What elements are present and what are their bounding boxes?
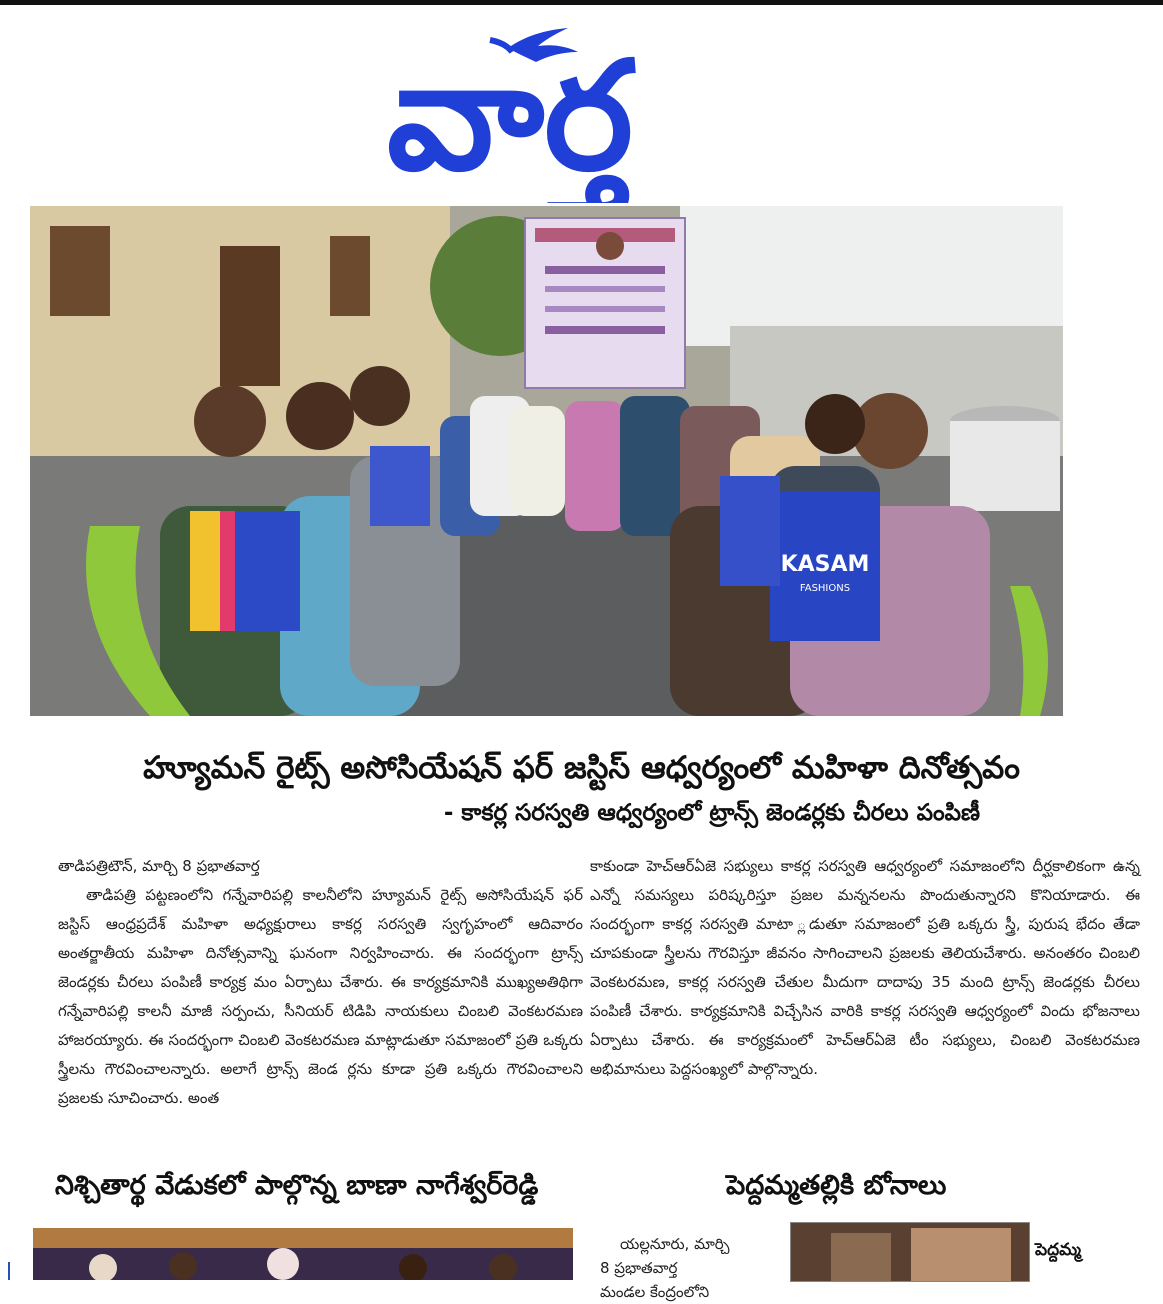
story3-photo xyxy=(790,1222,1030,1282)
article-column-right xyxy=(590,852,1140,1084)
story3-text xyxy=(600,1232,800,1304)
bag-brand: KASAM xyxy=(780,552,870,577)
dateline: తాడిపత్రిటౌన్, మార్చి 8 ప్రభాతవార్త xyxy=(58,857,260,875)
logo-text: వార్త xyxy=(386,30,634,203)
top-rule xyxy=(0,0,1163,5)
main-subheadline: - కాకర్ల సరస్వతి ఆధ్వర్యంలో ట్రాన్స్ జెండర్లకు చీరలు పంపిణీ xyxy=(443,800,980,826)
article-paragraph-left: తాడిపత్రి పట్టణంలోని గన్నేవారిపల్లి కాలనీలోని హ్యూమన్ రైట్స్ అసోసియేషన్ ఫర్ జస్టిస్ ఆంధ్రప్రదేశ్ మహిళా అధ్యక్షురాలు కాకర్ల సరస్వతి స్వగృహంలో ఆదివారం అంతర్జాతీయ మహిళా దినోత్సవాన్ని ఘనంగా నిర్వహించారు. ఈ సందర్భంగా ట్రాన్స్ జెండర్లకు చీరలు పంపిణీ కార్యక్ర మం ఏర్పాటు చేశారు. ఈ కార్యక్రమానికి ముఖ్యఅతిథిగా గన్నేవారిపల్లి కాలనీ మాజీ సర్పంచు, సీనియర్ టిడిపి నాయకులు చింబలి వెంకటరమణ హాజరయ్యారు. ఈ సందర్భంగా చింబలి వెంకటరమణ మాట్లాడుతూ సమాజంలో ప్రతి ఒక్కరు స్త్రీలను గౌరవించాలన్నారు. అలాగే ట్రాన్స్ జెండ ర్లను కూడా ప్రతి ఒక్కరు గౌరవించాలని ప్రజలకు సూచించారు. అంత xyxy=(58,886,583,1107)
main-photo xyxy=(30,206,1063,716)
story3-headline: పెద్దమ్మతల్లికి బోనాలు xyxy=(726,1170,947,1201)
story3-photo-caption: పెద్దమ్మ xyxy=(1035,1240,1082,1260)
article-column-left xyxy=(58,852,583,1113)
story3-line3: మండల కేంద్రంలోని xyxy=(600,1283,710,1301)
story3-line2: 8 ప్రభాతవార్త xyxy=(600,1259,678,1277)
story3-line1: యల్లనూరు, మార్చి xyxy=(620,1235,730,1253)
margin-mark xyxy=(8,1262,10,1280)
masthead-logo xyxy=(340,18,680,203)
main-headline: హ్యూమన్ రైట్స్ అసోసియేషన్ ఫర్ జస్టిస్ ఆధ్వర్యంలో మహిళా దినోత్సవం xyxy=(143,750,1020,786)
story2-photo xyxy=(33,1228,573,1280)
story2-headline: నిశ్చితార్థ వేడుకలో పాల్గొన్న బాణా నాగేశ్వర్‌రెడ్డి xyxy=(55,1170,539,1201)
bag-sub: FASHIONS xyxy=(799,583,851,594)
article-paragraph-right: కాకుండా హెచ్ఆర్ఏజె సభ్యులు కాకర్ల సరస్వతి ఆధ్వర్యంలో సమాజంలోని దీర్ఘకాలికంగా ఉన్న ఎన్నో సమస్యలు పరిష్కరిస్తూ ప్రజల మన్ననలను పొందుతున్నారని కొనియాడారు. ఈ సందర్భంగా కాకర్ల సరస్వతి మాటా ్లడుతూ సమాజంలో ప్రతి ఒక్కరు స్త్రీ, పురుష భేదం తేడా చూపకుండా స్త్రీలను గౌరవిస్తూ జీవనం సాగించాలని ప్రజలకు తెలియచేశారు. అనంతరం చింబలి వెంకటరమణ, కాకర్ల సరస్వతి చేతుల మీదుగా దాదాపు 35 మంది ట్రాన్స్ జెండర్లకు చీరలు పంపిణీ చేశారు. కార్యక్రమానికి విచ్చేసిన వారికి కాకర్ల సరస్వతి ఆధ్వర్యంలో విందు భోజనాలు ఏర్పాటు చేశారు. ఈ కార్యక్రమంలో హెచ్ఆర్ఏజె టీం సభ్యులు, చింబలి వెంకటరమణ అభిమానులు పెద్దసంఖ్యలో పాల్గొన్నారు. xyxy=(590,857,1140,1078)
